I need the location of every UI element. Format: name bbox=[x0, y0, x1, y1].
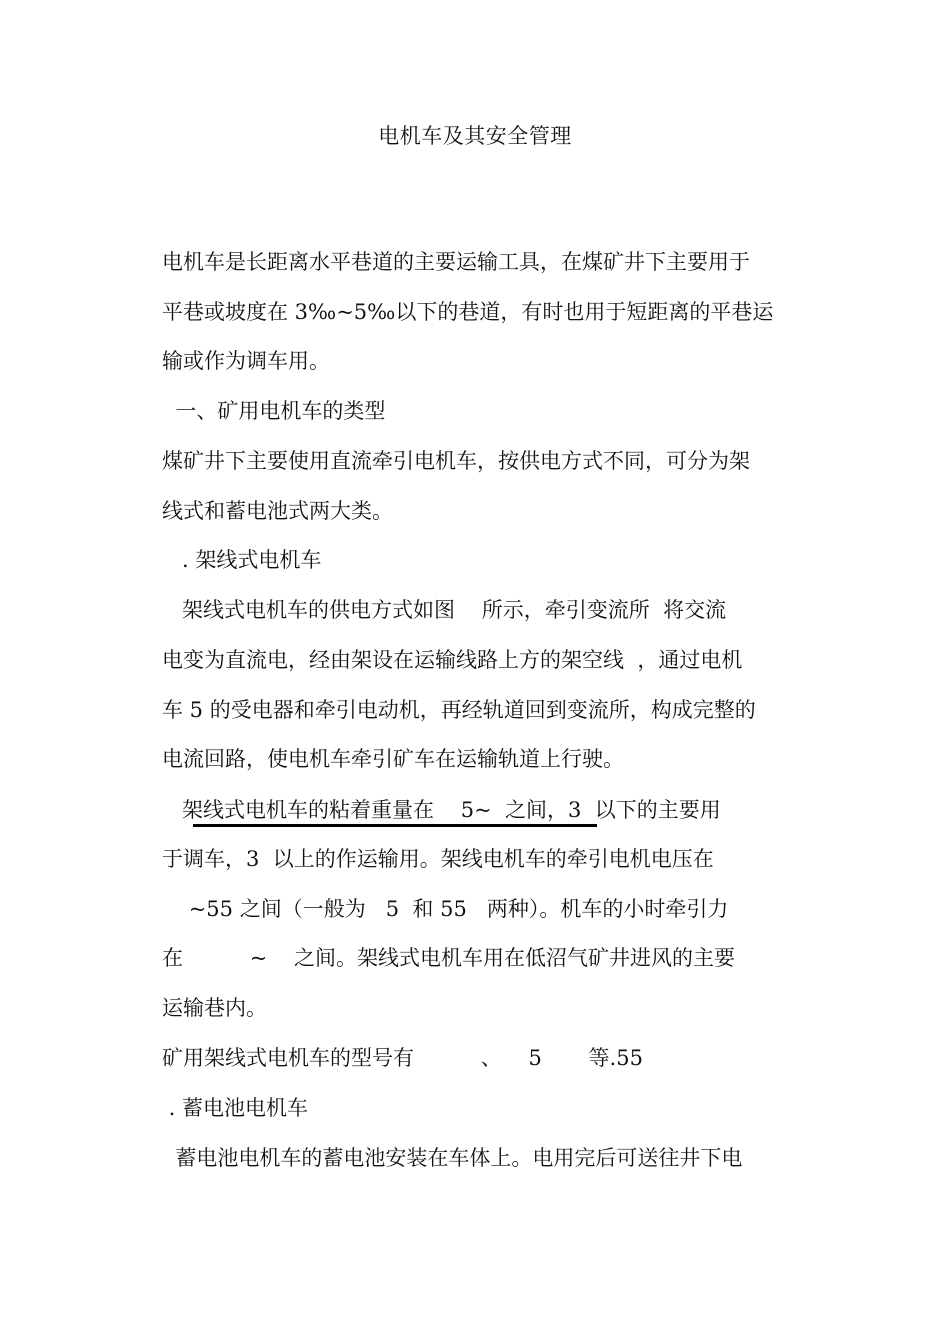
paragraph-line: ~55 之间（一般为 5 和 55 两种）。机车的小时牵引力 bbox=[162, 897, 729, 921]
paragraph-line: 架线式电机车的粘着重量在 5~ 之间，3 以下的主要用 bbox=[162, 798, 721, 822]
paragraph-line: 线式和蓄电池式两大类。 bbox=[162, 499, 393, 523]
paragraph-line: 电流回路，使电机车牵引矿车在运输轨道上行驶。 bbox=[162, 747, 624, 771]
paragraph-line: 平巷或坡度在 3‰~5‰以下的巷道，有时也用于短距离的平巷运 bbox=[162, 300, 774, 324]
paragraph-line: 于调车，3 以上的作运输用。架线电机车的牵引电机电压在 bbox=[162, 847, 714, 871]
text-underline bbox=[193, 824, 597, 827]
paragraph-line: 车 5 的受电器和牵引电动机，再经轨道回到变流所，构成完整的 bbox=[162, 698, 756, 722]
paragraph-line: 在 ~ 之间。架线式电机车用在低沼气矿井进风的主要 bbox=[162, 946, 736, 970]
subsection-heading: . 蓄电池电机车 bbox=[162, 1096, 309, 1120]
paragraph-line: 煤矿井下主要使用直流牵引电机车，按供电方式不同，可分为架 bbox=[162, 449, 750, 473]
document-title: 电机车及其安全管理 bbox=[378, 124, 572, 148]
paragraph-line: 电变为直流电，经由架设在运输线路上方的架空线 ，通过电机 bbox=[162, 648, 743, 672]
subsection-heading: . 架线式电机车 bbox=[162, 548, 322, 572]
paragraph-line: 输或作为调车用。 bbox=[162, 349, 330, 373]
paragraph-line: 电机车是长距离水平巷道的主要运输工具，在煤矿井下主要用于 bbox=[162, 250, 750, 274]
paragraph-line: 矿用架线式电机车的型号有 、 5 等.55 bbox=[162, 1046, 643, 1070]
section-heading: 一、矿用电机车的类型 bbox=[162, 399, 386, 423]
paragraph-line: 蓄电池电机车的蓄电池安装在车体上。电用完后可送往井下电 bbox=[162, 1146, 743, 1170]
paragraph-line: 架线式电机车的供电方式如图 所示，牵引变流所 将交流 bbox=[162, 598, 727, 622]
paragraph-line: 运输巷内。 bbox=[162, 996, 267, 1020]
